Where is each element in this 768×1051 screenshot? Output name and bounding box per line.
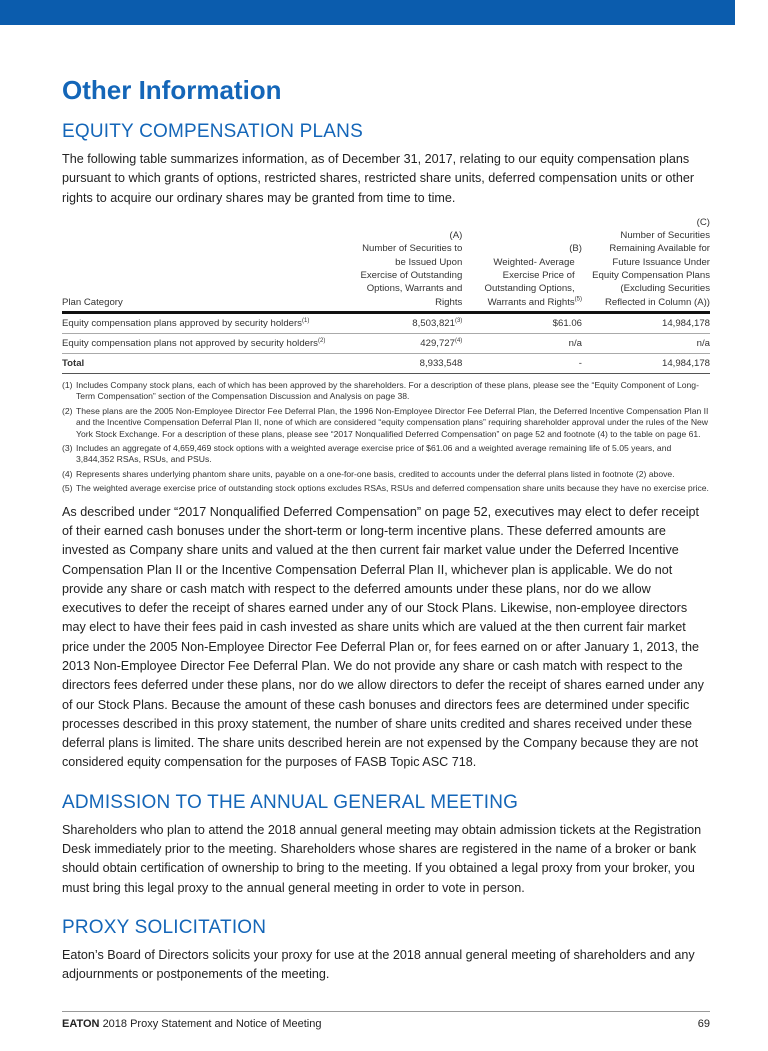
table-row: Equity compensation plans approved by security holders$^{(1)}$ 8,503,821$^{(3)}$ $61.06 14,984,178 — [62, 312, 710, 333]
col-c: (C) Number of Securities Remaining Available for Future Issuance Under Equity Compensation Plans (Excluding Securities Reflected in Column (A)) — [592, 216, 710, 308]
equity-body: As described under “2017 Nonqualified Deferred Compensation” on page 52, executives may elect to defer receipt of their earned cash bonuses under the short-term or long-term incentive plans. These deferred amounts are invested as Company share units and valued at the then current fair market value under the Deferred Incentive Compensation Plan II or the Incentive Compensation Deferral Plan II, whichever plan is applicable. We do not provide any share or cash match with respect to the deferred amounts under these plans, nor do we allow executives to defer the receipt of shares earned under any of our Stock Plans. Likewise, non-employee directors may elect to have their fees paid in cash invested as share units which are valued at the then current fair market price under the 2005 Non-Employee Director Fee Deferral Plan or, for fees earned on or after January 1, 2013, the 2013 Non-Employee Director Fee Deferral Plan. We do not provide any share or cash match with respect to the directors fees deferred under these plans, nor do we allow directors to defer the receipt of shares earned under any of our Stock Plans. Because the amount of these cash bonuses and directors fees are determined under specific processes described in this proxy statement, the number of share units credited and shares received under these deferral plans is limited. The share units described herein are not expensed by the Company because they are not considered equity compensation for the purposes of FASB Topic ASC 718. — [62, 504, 704, 770]
section-heading-proxy: PROXY SOLICITATION — [62, 916, 267, 938]
section-heading-equity: EQUITY COMPENSATION PLANS — [62, 121, 363, 142]
footnotes — [62, 380, 710, 495]
col-b: (B) Weighted- Average Exercise Price of Outstanding Options, Warrants and Rights$^{(5)}$ — [484, 243, 582, 308]
col-plan: Plan Category — [62, 296, 123, 308]
footnote: (2) These plans are the 2005 Non-Employee Director Fee Deferral Plan, the 1996 Non-Employee Director Fee Deferral Plan, the Deferred Incentive Compensation Plan II and the Incentive Compensation Deferral Plan II, none of which are considered “equity compensation plans” requiring shareholder approval under the rules of the New York Stock Exchange. For a description of these plans, please see “2017 Nonqualified Deferred Compensation” on page 52 and footnote (4) to the table on page 61. — [62, 405, 709, 439]
section-heading-admission: ADMISSION TO THE ANNUAL GENERAL MEETING — [62, 791, 519, 813]
page-number: 69 — [697, 1017, 710, 1030]
footnote: (3) Includes an aggregate of 4,659,469 stock options with a weighted average exercise price of $61.06 and a weighted average remaining life of 5.05 years, and 3,844,352 RSAs, RSUs, and PSUs. — [62, 443, 672, 465]
page-footer — [62, 1011, 710, 1051]
col-a: (A) Number of Securities to be Issued Upon Exercise of Outstanding Options, Warrants and Rights — [360, 230, 463, 308]
equity-table — [62, 216, 710, 374]
table-row-total: Total 8,933,548 - 14,984,178 — [62, 353, 710, 373]
header-bar — [0, 0, 735, 25]
footer-brand: EATON — [62, 1017, 100, 1030]
footer-doc: 2018 Proxy Statement and Notice of Meeting — [102, 1017, 322, 1030]
page-content — [0, 74, 768, 985]
page-title: Other Information — [62, 75, 282, 105]
table-row: Equity compensation plans not approved by security holders$^{(2)}$ 429,727$^{(4)}$ n/a n/a — [62, 333, 710, 353]
admission-body: Shareholders who plan to attend the 2018 annual general meeting may obtain admission tickets at the Registration Desk immediately prior to the meeting. Shareholders whose shares are registered in the name of a broker or bank should obtain certification of ownership to bring to the meeting. If you obtained a legal proxy from your broker, you must bring this legal proxy to the annual general meeting in order to vote in person. — [62, 822, 702, 895]
equity-intro: The following table summarizes information, as of December 31, 2017, relating to our equity compensation plans pursuant to which grants of options, restricted shares, restricted share units, deferred compensation units or other rights to acquire our ordinary shares may be granted from time to time. — [62, 152, 695, 205]
footnote: (5) The weighted average exercise price of outstanding stock options excludes RSAs, RSUs and deferred compensation share units because they have no exercise price. — [62, 483, 709, 494]
footnote: (4) Represents shares underlying phantom share units, payable on a one-for-one basis, credited to accounts under the deferral plans listed in footnote (2) above. — [62, 468, 675, 479]
footnote: (1) Includes Company stock plans, each of which has been approved by the shareholders. For a description of these plans, please see the “Equity Component of Long-Term Compensation” section of the Compensation Discussion and Analysis on page 38. — [62, 379, 699, 402]
proxy-body: Eaton’s Board of Directors solicits your proxy for use at the 2018 annual general meeting of shareholders and any adjournments or postponements of the meeting. — [62, 947, 695, 982]
